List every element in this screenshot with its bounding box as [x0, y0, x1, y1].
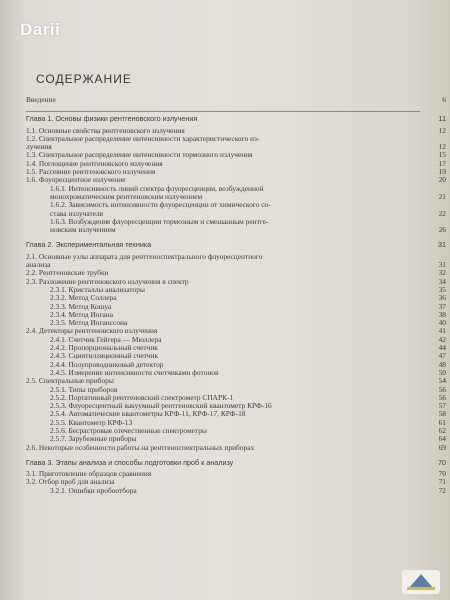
- toc-entry-text: 2.5.4. Автоматические квантометры КРФ-11, КРФ-17, КРФ-18: [50, 410, 246, 419]
- toc-entry-text: 2.1. Основные узлы аппарата для рентгеноспектрального флуоресцентного: [26, 252, 263, 261]
- toc-item-row: [26, 427, 446, 435]
- toc-title: СОДЕРЖАНИЕ: [36, 72, 132, 86]
- toc-page-number: 40: [438, 318, 446, 328]
- toc-item-row: [26, 419, 446, 427]
- toc-item-row: [26, 394, 446, 402]
- toc-item-row: [26, 336, 446, 344]
- toc-item-row: [26, 344, 446, 352]
- toc-page-number: 37: [438, 301, 446, 311]
- toc-entry-text: 1.2. Спектральное распределение интенсивности характеристического из-: [26, 134, 260, 143]
- toc-entry-text: 2.3.5. Метод Иоганссона: [50, 319, 128, 328]
- toc-entry-text: става излучателя: [50, 209, 104, 218]
- toc-item-row: [26, 435, 446, 443]
- toc-page-number: 12: [438, 125, 446, 135]
- toc-entry-text: 2.5.2. Портативный рентгеновский спектрометр СПАРК-1: [50, 393, 234, 402]
- toc-item-row: [26, 410, 446, 418]
- toc-item-row: [26, 402, 446, 410]
- toc-page-number: 34: [438, 276, 446, 286]
- toc-item-row: [26, 176, 446, 184]
- toc-item-row: [26, 226, 446, 234]
- toc-page-number: 61: [438, 417, 446, 427]
- toc-item-row: [26, 319, 446, 327]
- toc-item-row: [26, 151, 446, 159]
- toc-page-number: 19: [438, 167, 446, 177]
- toc-page-number: 72: [438, 485, 446, 495]
- toc-page-number: 36: [438, 293, 446, 303]
- toc-item-row: [26, 303, 446, 311]
- toc-entry-text: 2.3.2. Метод Соллера: [50, 294, 117, 303]
- toc-entry-text: 3.1. Приготовление образцов сравнения: [26, 470, 152, 479]
- toc-page-number: 71: [438, 477, 446, 487]
- toc-page-number: 48: [438, 359, 446, 369]
- toc-page-number: 35: [438, 284, 446, 294]
- toc-entry-text: 1.6.2. Зависимость интенсивности флуоресценции от химического со-: [50, 201, 271, 210]
- toc-item-row: [26, 369, 446, 377]
- toc-entry-text: 1.6.3. Возбуждение флуоресценции тормозным и смешанным рентге-: [50, 217, 269, 226]
- toc-item-row: [26, 135, 446, 143]
- toc-page-number: 58: [438, 409, 446, 419]
- toc-item-row: [26, 168, 446, 176]
- triangle-shape: [409, 574, 433, 588]
- toc-entry-text: 2.4.1. Счетчик Гейгера — Мюллера: [50, 335, 162, 344]
- toc-entry-text: 1.1. Основные свойства рентгеновского излучения: [26, 126, 185, 135]
- toc-item-row: [26, 201, 446, 209]
- toc-page-number: 70: [438, 457, 446, 467]
- toc-entry-text: монохроматическим рентгеновским излучением: [50, 192, 203, 201]
- toc-item-row: [26, 193, 446, 201]
- toc-entry-text: 2.4. Детекторы рентгеновского излучения: [26, 327, 158, 336]
- toc-item-row: [26, 294, 446, 302]
- toc-page-number: 12: [438, 142, 446, 152]
- toc-page-number: 70: [438, 469, 446, 479]
- toc-entry-text: 2.5.6. Бесрастровые отечественные спектрометры: [50, 426, 207, 435]
- toc-page-number: 17: [438, 158, 446, 168]
- toc-page-number: 56: [438, 384, 446, 394]
- toc-entry-text: лучения: [26, 143, 52, 152]
- toc-entry-text: 3.2.1. Ошибки пробоотбора: [50, 486, 137, 495]
- toc-entry-text: 2.3.1. Кристаллы анализаторы: [50, 285, 145, 294]
- toc-page-number: 41: [438, 326, 446, 336]
- toc-page-number: 31: [438, 240, 446, 250]
- toc-item-row: [26, 185, 446, 193]
- toc-page-number: 62: [438, 425, 446, 435]
- toc-page-number: 44: [438, 343, 446, 353]
- toc-entry-text: 2.4.3. Сцинтилляционный счетчик: [50, 352, 159, 361]
- toc-item-row: [26, 444, 446, 452]
- toc-item-row: [26, 377, 446, 385]
- toc-page-number: 20: [438, 175, 446, 185]
- toc-item-row: [26, 269, 446, 277]
- toc-entry-text: Глава 1. Основы физики рентгеновского излучения: [26, 115, 198, 124]
- toc-page-number: 54: [438, 376, 446, 386]
- toc-entry-text: 2.5.5. Квантометр КРФ-13: [50, 418, 133, 427]
- toc-entry-text: 2.3.3. Метод Кошуа: [50, 302, 112, 311]
- toc-entry-text: новским излучением: [50, 226, 116, 235]
- toc-item-row: [26, 96, 446, 104]
- toc-page-number: 47: [438, 351, 446, 361]
- toc-item-row: [26, 478, 446, 486]
- toc-entry-text: 2.4.5. Измерение интенсивности счетчиками фотонов: [50, 368, 219, 377]
- toc-page-number: 56: [438, 392, 446, 402]
- toc-item-row: [26, 143, 446, 151]
- toc-item-row: [26, 361, 446, 369]
- table-of-contents: [26, 96, 446, 495]
- toc-page-number: 57: [438, 401, 446, 411]
- toc-entry-text: 1.5. Рассеяние рентгеновского излучения: [26, 168, 156, 177]
- toc-item-row: [26, 470, 446, 478]
- toc-page-number: 32: [438, 268, 446, 278]
- corner-logo-icon: [402, 570, 440, 594]
- toc-page-number: 22: [438, 208, 446, 218]
- toc-gap: [26, 104, 446, 108]
- toc-page-number: 6: [442, 95, 446, 104]
- toc-entry-text: 1.6.1. Интенсивность линий спектра флуоресценции, возбужденной: [50, 184, 264, 193]
- toc-item-row: [26, 218, 446, 226]
- toc-page-number: 31: [438, 260, 446, 270]
- toc-entry-text: Глава 3. Этапы анализа и способы подготовки проб к анализу: [26, 458, 234, 467]
- toc-entry-text: 3.2. Отбор проб для анализа: [26, 478, 115, 487]
- toc-chapter-row: [26, 241, 446, 249]
- toc-item-row: [26, 352, 446, 360]
- logo-bar: [407, 587, 435, 590]
- toc-page-number: 11: [438, 114, 446, 124]
- toc-entry-text: 2.5.3. Флуоресцентный вакуумный рентгеновский квантометр КРФ-16: [50, 402, 272, 411]
- toc-page-number: 38: [438, 309, 446, 319]
- toc-item-row: [26, 327, 446, 335]
- toc-page-number: 50: [438, 367, 446, 377]
- toc-item-row: [26, 311, 446, 319]
- toc-item-row: [26, 286, 446, 294]
- toc-entry-text: 2.5.1. Типы приборов: [50, 385, 118, 394]
- toc-entry-text: анализа: [26, 261, 51, 270]
- toc-entry-text: Глава 2. Экспериментальная техника: [26, 241, 152, 250]
- toc-page-number: 21: [438, 191, 446, 201]
- toc-entry-text: 2.3.4. Метод Иогана: [50, 310, 114, 319]
- toc-entry-text: 2.5. Спектральные приборы: [26, 377, 114, 386]
- toc-chapter-row: [26, 115, 446, 123]
- toc-entry-text: 1.4. Поглощение рентгеновского излучения: [26, 159, 163, 168]
- toc-page-number: 42: [438, 334, 446, 344]
- toc-item-row: [26, 261, 446, 269]
- toc-entry-text: 2.4.4. Полупроводниковый детектор: [50, 360, 164, 369]
- toc-entry-text: 2.4.2. Пропорциональный счетчик: [50, 344, 158, 353]
- toc-item-row: [26, 386, 446, 394]
- toc-page-number: 64: [438, 434, 446, 444]
- toc-entry-text: 2.3. Разложение рентгеновского излучения в спектр: [26, 277, 189, 286]
- toc-page-number: 26: [438, 225, 446, 235]
- toc-item-row: [26, 160, 446, 168]
- toc-entry-text: Введение: [26, 96, 56, 104]
- toc-item-row: [26, 127, 446, 135]
- toc-entry-text: 2.6. Некоторые особенности работы на рентгеноспектральных приборах: [26, 443, 255, 452]
- watermark-logo: Darii: [20, 20, 61, 39]
- toc-item-row: [26, 278, 446, 286]
- toc-page-number: 69: [438, 442, 446, 452]
- toc-entry-text: 2.5.7. Зарубежные приборы: [50, 435, 137, 444]
- toc-entry-text: 2.2. Рентгеновские трубки: [26, 269, 109, 278]
- toc-chapter-row: [26, 459, 446, 467]
- toc-item-row: [26, 253, 446, 261]
- toc-item-row: [26, 210, 446, 218]
- toc-entry-text: 1.6. Флуоресцентное излучение: [26, 176, 126, 185]
- toc-item-row: [26, 487, 446, 495]
- toc-entry-text: 1.3. Спектральное распределение интенсивности тормозного излучения: [26, 151, 253, 160]
- toc-page-number: 15: [438, 150, 446, 160]
